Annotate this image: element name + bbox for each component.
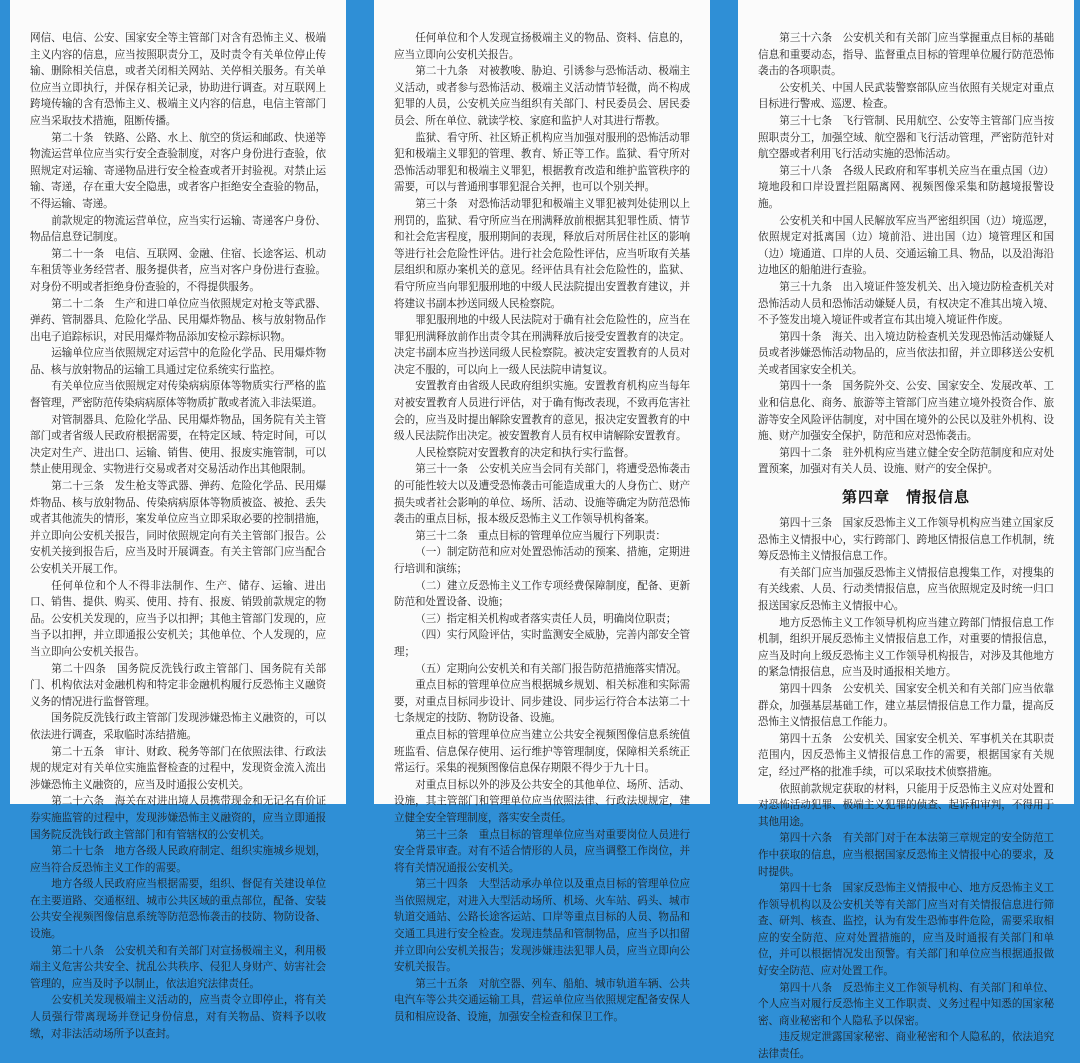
article-paragraph: 罪犯服刑地的中级人民法院对于确有社会危险性的，应当在罪犯刑满释放前作出责令其在刑满释放后接受安置教育的决定。决定书副本应当抄送同级人民检察院。被决定安置教育的人员对决定不服的，可以向上一级人民法院申请复议。 bbox=[394, 314, 690, 376]
article-paragraph: 第四十六条 有关部门对于在本法第三章规定的安全防范工作中获取的信息，应当根据国家反恐怖主义情报中心的要求，及时提供。 bbox=[758, 832, 1054, 878]
article-paragraph: 第四十三条 国家反恐怖主义工作领导机构应当建立国家反恐怖主义情报中心，实行跨部门、跨地区情报信息工作机制，统筹反恐怖主义情报信息工作。 bbox=[758, 517, 1054, 563]
article-paragraph: 第三十条 对恐怖活动罪犯和极端主义罪犯被判处徒刑以上刑罚的，监狱、看守所应当在刑满释放前根据其犯罪性质、情节和社会危害程度，服刑期间的表现，释放后对所居住社区的影响等进行社会危险性评估。进行社会危险性评估，应当听取有关基层组织和原办案机关的意见。经评估具有社会危险性的，监狱、看守所应当向罪犯服刑地的中级人民法院提出安置教育建议，并将建议书副本抄送同级人民检察院。 bbox=[394, 197, 690, 310]
article-paragraph: 第三十三条 重点目标的管理单位应当对重要岗位人员进行安全背景审查。对有不适合情形的人员，应当调整工作岗位，并将有关情况通报公安机关。 bbox=[394, 828, 690, 874]
article-paragraph: 违反规定泄露国家秘密、商业秘密和个人隐私的，依法追究法律责任。 bbox=[758, 1031, 1054, 1061]
article-paragraph: （一）制定防范和应对处置恐怖活动的预案、措施，定期进行培训和演练； bbox=[394, 546, 690, 575]
article-paragraph: 任何单位和个人发现宣扬极端主义的物品、资料、信息的，应当立即向公安机关报告。 bbox=[394, 32, 690, 61]
article-paragraph: （二）建立反恐怖主义工作专项经费保障制度，配备、更新防范和处置设备、设施； bbox=[394, 579, 690, 609]
article-paragraph: 地方各级人民政府应当根据需要，组织、督促有关建设单位在主要道路、交通枢纽、城市公共区域的重点部位，配备、安装公共安全视频图像信息系统等防范恐怖袭击的技防、物防设备、设施。 bbox=[30, 878, 326, 941]
article-paragraph: 第二十八条 公安机关和有关部门对宣扬极端主义，利用极端主义危害公共安全、扰乱公共秩序、侵犯人身财产、妨害社会管理的，应当及时予以制止，依法追究法律责任。 bbox=[30, 944, 326, 990]
article-paragraph: 第四十八条 反恐怖主义工作领导机构、有关部门和单位、个人应当对履行反恐怖主义工作职责、义务过程中知悉的国家秘密、商业秘密和个人隐私予以保密。 bbox=[758, 981, 1054, 1027]
article-paragraph: 第三十五条 对航空器、列车、船舶、城市轨道车辆、公共电汽车等公共交通运输工具，营运单位应当依照规定配备安保人员和相应设备、设施，加强安全检查和保卫工作。 bbox=[394, 977, 690, 1024]
article-paragraph: 第三十七条 飞行管制、民用航空、公安等主管部门应当按照职责分工，加强空域、航空器和飞行活动管理，严密防范针对航空器或者利用飞行活动实施的恐怖活动。 bbox=[758, 114, 1054, 161]
text-column-2 bbox=[374, 0, 710, 1024]
article-paragraph: 人民检察院对安置教育的决定和执行实行监督。 bbox=[415, 446, 635, 459]
article-paragraph: 第四十四条 公安机关、国家安全机关和有关部门应当依靠群众，加强基层基础工作，建立基层情报信息工作力量，提高反恐怖主义情报信息工作能力。 bbox=[758, 682, 1054, 729]
article-paragraph: 第三十一条 公安机关应当会同有关部门，将遭受恐怖袭击的可能性较大以及遭受恐怖袭击可能造成重大的人身伤亡、财产损失或者社会影响的单位、场所、活动、设施等确定为防范恐怖袭击的重点目标，报本级反恐怖主义工作领导机构备案。 bbox=[394, 463, 690, 526]
article-paragraph: 国务院反洗钱行政主管部门发现涉嫌恐怖主义融资的，可以依法进行调查，采取临时冻结措施。 bbox=[30, 712, 326, 741]
article-paragraph: 地方反恐怖主义工作领导机构应当建立跨部门情报信息工作机制，组织开展反恐怖主义情报信息工作，对重要的情报信息，应当及时向上级反恐怖主义工作领导机构报告，对涉及其他地方的紧急情报信息，应当及时通报相关地方。 bbox=[758, 616, 1054, 679]
article-paragraph: 第二十六条 海关在对进出境人员携带现金和无记名有价证券实施监管的过程中，发现涉嫌恐怖主义融资的，应当立即通报国务院反洗钱行政主管部门和有管辖权的公安机关。 bbox=[30, 795, 326, 841]
article-paragraph: （五）定期向公安机关和有关部门报告防范措施落实情况。 bbox=[415, 662, 687, 675]
article-paragraph: 有关部门应当加强反恐怖主义情报信息搜集工作，对搜集的有关线索、人员、行动类情报信息，应当依照规定及时统一归口报送国家反恐怖主义情报中心。 bbox=[758, 566, 1054, 612]
article-paragraph: 公安机关发现极端主义活动的，应当责令立即停止，将有关人员强行带离现场并登记身份信息，对有关物品、资料予以收缴，对非法活动场所予以查封。 bbox=[30, 994, 326, 1040]
article-paragraph: 网信、电信、公安、国家安全等主管部门对含有恐怖主义、极端主义内容的信息，应当按照职责分工，及时责令有关单位停止传输、删除相关信息，或者关闭相关网站、关停相关服务。有关单位应当立即执行，并保存相关记录，协助进行调查。对互联网上跨境传输的含有恐怖主义、极端主义内容的信息，电信主管部门应当采取技术措施，阻断传播。 bbox=[30, 32, 326, 127]
article-paragraph: 重点目标的管理单位应当建立公共安全视频图像信息系统值班监看、信息保存使用、运行维护等管理制度，保障相关系统正常运行。采集的视频图像信息保存期限不得少于九十日。 bbox=[394, 728, 690, 775]
text-column-3 bbox=[738, 0, 1074, 1061]
article-paragraph: 对管制器具、危险化学品、民用爆炸物品，国务院有关主管部门或者省级人民政府根据需要，在特定区域、特定时间，可以决定对生产、进出口、运输、销售、使用、报废实施管制，可以禁止使用现金、实物进行交易或者对交易活动作出其他限制。 bbox=[30, 413, 326, 476]
article-paragraph: （三）指定相关机构或者落实责任人员，明确岗位职责； bbox=[415, 612, 677, 625]
article-paragraph: 公安机关、中国人民武装警察部队应当依照有关规定对重点目标进行警戒、巡逻、检查。 bbox=[758, 81, 1054, 111]
article-paragraph: 任何单位和个人不得非法制作、生产、储存、运输、进出口、销售、提供、购买、使用、持有、报废、销毁前款规定的物品。公安机关发现的，应当予以扣押；其他主管部门发现的，应当予以扣押，并立即通报公安机关；其他单位、个人发现的，应当立即向公安机关报告。 bbox=[30, 579, 326, 658]
article-paragraph: 前款规定的物流运营单位，应当实行运输、寄递客户身份、物品信息登记制度。 bbox=[30, 214, 326, 244]
article-paragraph: 有关单位应当依照规定对传染病病原体等物质实行严格的监督管理，严密防范传染病病原体等物质扩散或者流入非法渠道。 bbox=[30, 380, 326, 410]
article-paragraph: 对重点目标以外的涉及公共安全的其他单位、场所、活动、设施，其主管部门和管理单位应当依照法律、行政法规规定，建立健全安全管理制度，落实安全责任。 bbox=[394, 778, 690, 824]
article-paragraph: 第四十二条 驻外机构应当建立健全安全防范制度和应对处置预案，加强对有关人员、设施、财产的安全保护。 bbox=[758, 446, 1054, 476]
article-paragraph: 第三十八条 各级人民政府和军事机关应当在重点国（边）境地段和口岸设置拦阻隔离网、视频图像采集和防越境报警设施。 bbox=[758, 164, 1054, 210]
article-paragraph: 第二十九条 对被教唆、胁迫、引诱参与恐怖活动、极端主义活动，或者参与恐怖活动、极端主义活动情节轻微，尚不构成犯罪的人员，公安机关应当组织有关部门、村民委员会、居民委员会、所在单位、就读学校、家庭和监护人对其进行帮教。 bbox=[394, 65, 690, 127]
article-paragraph: 第四十一条 国务院外交、公安、国家安全、发展改革、工业和信息化、商务、旅游等主管部门应当建立境外投资合作、旅游等安全风险评估制度，对中国在境外的公民以及驻外机构、设施、财产加强安全保护，防范和应对恐怖袭击。 bbox=[758, 380, 1054, 443]
article-paragraph: 第三十六条 公安机关和有关部门应当掌握重点目标的基础信息和重要动态，指导、监督重点目标的管理单位履行防范恐怖袭击的各项职责。 bbox=[758, 32, 1054, 78]
article-paragraph: 第二十二条 生产和进口单位应当依照规定对枪支等武器、弹药、管制器具、危险化学品、民用爆炸物品、核与放射物品作出电子追踪标识，对民用爆炸物品添加安检示踪标识物。 bbox=[30, 297, 326, 343]
chapter-heading: 第四章 情报信息 bbox=[841, 488, 970, 507]
article-paragraph: 第四十七条 国家反恐怖主义情报中心、地方反恐怖主义工作领导机构以及公安机关等有关部门应当对有关情报信息进行筛查、研判、核查、监控，认为有发生恐怖事件危险，需要采取相应的安全防范、应对处置措施的，应当及时通报有关部门和单位，并可以根据情况发出预警。有关部门和单位应当根据通报做好安全防范、应对处置工作。 bbox=[758, 882, 1054, 978]
article-paragraph: 第二十七条 地方各级人民政府制定、组织实施城乡规划，应当符合反恐怖主义工作的需要。 bbox=[30, 845, 326, 874]
article-paragraph: 公安机关和中国人民解放军应当严密组织国（边）境巡逻，依照规定对抵离国（边）境前沿、进出国（边）境管理区和国（边）境通道、口岸的人员、交通运输工具、物品，以及沿海沿边地区的船舶进行查验。 bbox=[758, 214, 1054, 277]
article-paragraph: 第二十五条 审计、财政、税务等部门在依照法律、行政法规的规定对有关单位实施监督检查的过程中，发现资金流入流出涉嫌恐怖主义融资的，应当及时通报公安机关。 bbox=[30, 745, 326, 791]
article-paragraph: 第二十一条 电信、互联网、金融、住宿、长途客运、机动车租赁等业务经营者、服务提供者，应当对客户身份进行查验。对身份不明或者拒绝身份查验的，不得提供服务。 bbox=[30, 247, 326, 293]
text-column-1 bbox=[10, 0, 346, 1040]
article-paragraph: （四）实行风险评估，实时监测安全威胁，完善内部安全管理； bbox=[394, 629, 690, 658]
article-paragraph: 第三十九条 出入境证件签发机关、出入境边防检查机关对恐怖活动人员和恐怖活动嫌疑人员，有权决定不准其出境入境、不予签发出境入境证件或者宣布其出境入境证件作废。 bbox=[758, 280, 1054, 327]
article-paragraph: 运输单位应当依照规定对运营中的危险化学品、民用爆炸物品、核与放射物品的运输工具通过定位系统实行监控。 bbox=[30, 347, 326, 376]
article-paragraph: 第二十四条 国务院反洗钱行政主管部门、国务院有关部门、机构依法对金融机构和特定非金融机构履行反恐怖主义融资义务的情况进行监督管理。 bbox=[30, 662, 326, 708]
article-paragraph: 第三十四条 大型活动承办单位以及重点目标的管理单位应当依照规定，对进入大型活动场所、机场、火车站、码头、城市轨道交通站、公路长途客运站、口岸等重点目标的人员、物品和交通工具进行安全检查。发现违禁品和管制物品，应当予以扣留并立即向公安机关报告；发现涉嫌违法犯罪人员，应当立即向公安机关报告。 bbox=[394, 878, 690, 974]
article-paragraph: 依照前款规定获取的材料，只能用于反恐怖主义应对处置和对恐怖活动犯罪、极端主义犯罪的侦查、起诉和审判，不得用于其他用途。 bbox=[758, 782, 1054, 828]
article-paragraph: 安置教育由省级人民政府组织实施。安置教育机构应当每年对被安置教育人员进行评估，对于确有悔改表现，不致再危害社会的，应当及时提出解除安置教育的意见，报决定安置教育的中级人民法院作出决定。被安置教育人员有权申请解除安置教育。 bbox=[394, 380, 690, 443]
article-paragraph: 第二十三条 发生枪支等武器、弹药、危险化学品、民用爆炸物品、核与放射物品、传染病病原体等物质被盗、被抢、丢失或者其他流失的情形，案发单位应当立即采取必要的控制措施，并立即向公安机关报告，同时依照规定向有关主管部门报告。公安机关接到报告后，应当及时开展调查。有关主管部门应当配合公安机关开展工作。 bbox=[30, 480, 326, 575]
article-paragraph: 监狱、看守所、社区矫正机构应当加强对服刑的恐怖活动罪犯和极端主义罪犯的管理、教育、矫正等工作。监狱、看守所对恐怖活动罪犯和极端主义罪犯，根据教育改造和维护监管秩序的需要，可以与普通刑事罪犯混合关押，也可以个别关押。 bbox=[394, 131, 690, 194]
article-paragraph: 第四十五条 公安机关、国家安全机关、军事机关在其职责范围内，因反恐怖主义情报信息工作的需要，根据国家有关规定，经过严格的批准手续，可以采取技术侦察措施。 bbox=[758, 732, 1054, 778]
article-paragraph: 第二十条 铁路、公路、水上、航空的货运和邮政、快递等物流运营单位应当实行安全查验制度，对客户身份进行查验，依照规定对运输、寄递物品进行安全检查或者开封验视。对禁止运输、寄递，存在重大安全隐患，或者客户拒绝安全查验的物品，不得运输、寄递。 bbox=[30, 131, 326, 210]
article-paragraph: 第四十条 海关、出入境边防检查机关发现恐怖活动嫌疑人员或者涉嫌恐怖活动物品的，应当依法扣留，并立即移送公安机关或者国家安全机关。 bbox=[758, 330, 1054, 376]
article-paragraph: 重点目标的管理单位应当根据城乡规划、相关标准和实际需要，对重点目标同步设计、同步建设、同步运行符合本法第二十七条规定的技防、物防设备、设施。 bbox=[394, 679, 690, 725]
article-paragraph: 第三十二条 重点目标的管理单位应当履行下列职责： bbox=[415, 529, 666, 542]
